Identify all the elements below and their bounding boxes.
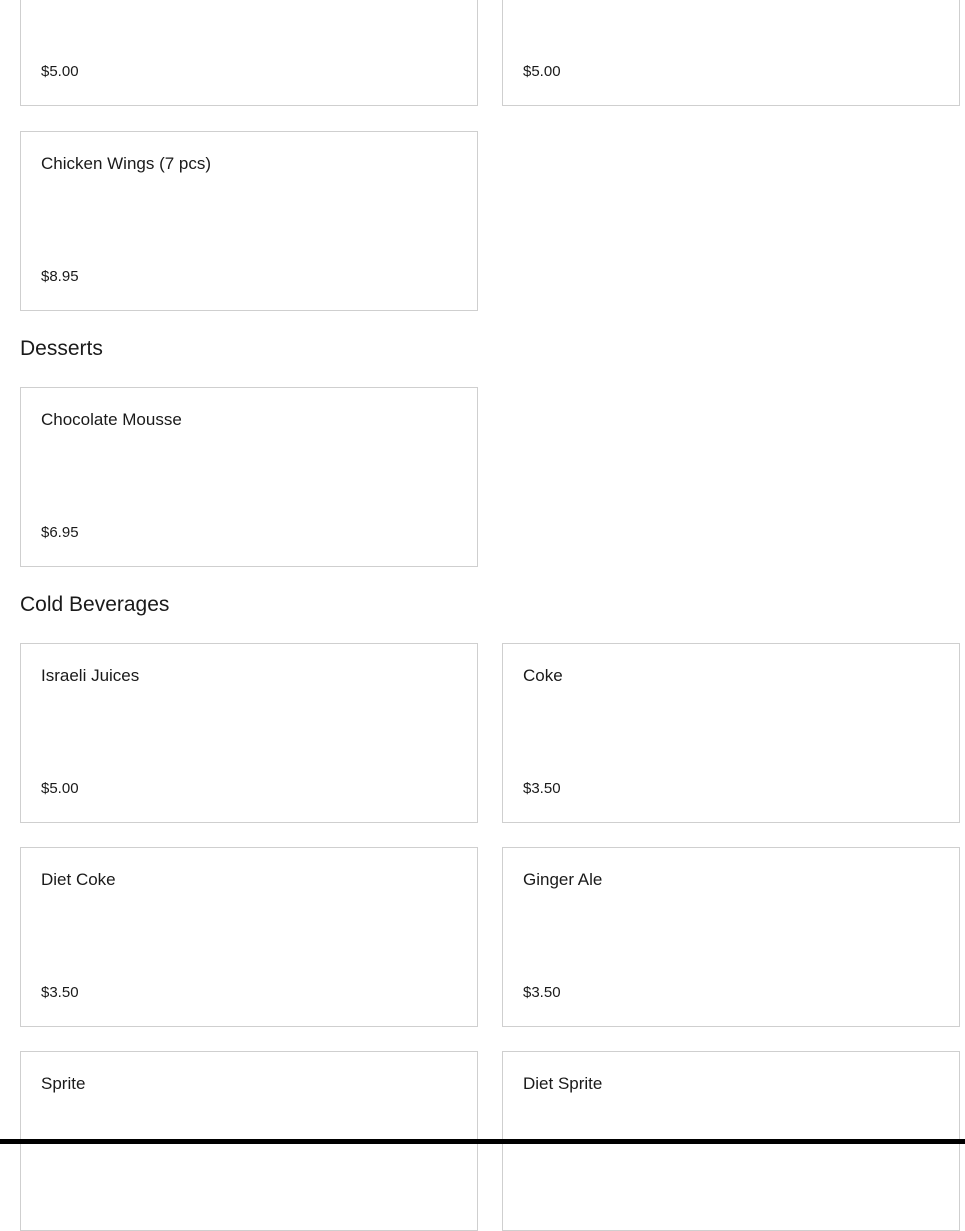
menu-item-name: Sprite bbox=[41, 1074, 86, 1093]
menu-item-price: $6.95 bbox=[41, 524, 79, 541]
menu-item-card[interactable] bbox=[20, 643, 478, 823]
menu-item-card[interactable] bbox=[502, 0, 960, 106]
menu-item-card[interactable] bbox=[20, 0, 478, 106]
menu-item-card[interactable] bbox=[502, 643, 960, 823]
menu-item-name: Chocolate Mousse bbox=[41, 410, 182, 429]
menu-item-name: Israeli Juices bbox=[41, 666, 140, 685]
menu-item-price: $3.50 bbox=[523, 780, 561, 797]
bottom-bar bbox=[0, 1139, 965, 1144]
menu-item-name: Ginger Ale bbox=[523, 870, 603, 889]
menu-item-card[interactable] bbox=[502, 847, 960, 1027]
menu-item-card[interactable] bbox=[20, 131, 478, 311]
section-title-desserts: Desserts bbox=[20, 337, 103, 360]
menu-item-price: $5.00 bbox=[523, 63, 561, 80]
menu-item-price: $5.00 bbox=[41, 63, 79, 80]
section-title-cold-beverages: Cold Beverages bbox=[20, 593, 170, 616]
menu-item-name: Coke bbox=[523, 666, 563, 685]
menu-item-name: Chicken Wings (7 pcs) bbox=[41, 154, 212, 173]
menu-item-price: $3.50 bbox=[41, 984, 79, 1001]
menu-item-card[interactable] bbox=[20, 847, 478, 1027]
menu-item-name: Diet Sprite bbox=[523, 1074, 603, 1093]
menu-item-price: $3.50 bbox=[523, 984, 561, 1001]
menu-item-price: $8.95 bbox=[41, 268, 79, 285]
menu-item-card[interactable] bbox=[20, 387, 478, 567]
menu-item-price: $5.00 bbox=[41, 780, 79, 797]
menu-item-name: Diet Coke bbox=[41, 870, 116, 889]
